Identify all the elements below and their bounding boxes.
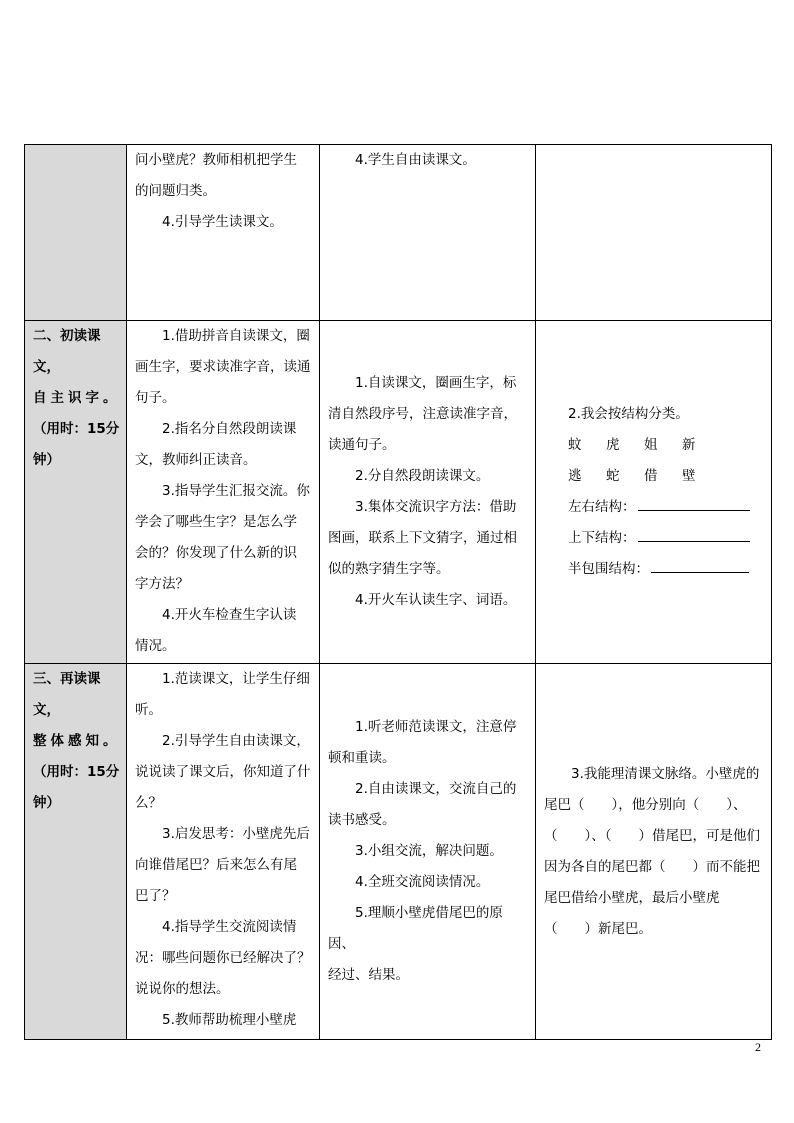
text-line: 巴了？ bbox=[135, 888, 176, 904]
section-cell bbox=[25, 321, 127, 664]
text-line: 问小壁虎？教师相机把学生 bbox=[135, 152, 297, 168]
text-line: 清自然段序号，注意读准字音， bbox=[328, 406, 517, 422]
character: 蛇 bbox=[606, 468, 620, 484]
section-time: 钟） bbox=[33, 795, 60, 811]
structure-label: 左右结构： bbox=[568, 499, 636, 515]
text-line: 情况。 bbox=[135, 638, 176, 654]
student-activity-cell bbox=[320, 321, 536, 664]
text-line: 会的？你发现了什么新的识 bbox=[135, 545, 297, 561]
exercise-title: 2.我会按结构分类。 bbox=[568, 406, 689, 422]
character: 壁 bbox=[682, 468, 696, 484]
teacher-activity-cell bbox=[127, 321, 320, 664]
section-cell bbox=[25, 145, 127, 321]
text-line: 1.借助拼音自读课文，圈 bbox=[162, 328, 310, 344]
text-line: 4.全班交流阅读情况。 bbox=[355, 874, 490, 890]
teacher-activity-cell bbox=[127, 145, 320, 321]
text-line: 字方法？ bbox=[135, 576, 189, 592]
exercise-line: （ ）新尾巴。 bbox=[544, 920, 652, 937]
text-line: 4.开火车检查生字认读 bbox=[162, 607, 297, 623]
text-line: 说说你的想法。 bbox=[135, 981, 230, 997]
exercise-line: 因为各自的尾巴都（ ）而不能把 bbox=[544, 858, 760, 875]
exercise-cell bbox=[536, 145, 772, 321]
text-line: 3.小组交流，解决问题。 bbox=[355, 843, 503, 859]
structure-label: 半包围结构： bbox=[568, 561, 649, 577]
exercise-line: 尾巴（ ），他分别向（ ）、 bbox=[544, 796, 747, 813]
text-line: 图画，联系上下文猜字，通过相 bbox=[328, 530, 517, 546]
lesson-plan-table bbox=[24, 144, 772, 1040]
table-row bbox=[25, 145, 772, 321]
answer-blank[interactable] bbox=[651, 558, 749, 573]
answer-line-row bbox=[542, 554, 765, 585]
text-line: 读通句子。 bbox=[328, 437, 396, 453]
text-line: 4.开火车认读生字、词语。 bbox=[355, 592, 517, 608]
section-title: 自主识字。 bbox=[33, 390, 121, 406]
character: 借 bbox=[644, 468, 658, 484]
text-line: 2.自由读课文，交流自己的 bbox=[355, 781, 517, 797]
text-line: 3.集体交流识字方法：借助 bbox=[355, 499, 517, 515]
table-row bbox=[25, 664, 772, 1040]
text-line: 况：哪些问题你已经解决了？ bbox=[135, 950, 311, 966]
character-row bbox=[542, 430, 765, 461]
character: 姐 bbox=[644, 437, 658, 453]
section-time: （用时：15分 bbox=[33, 764, 120, 780]
section-title: 三、再读课文， bbox=[33, 671, 101, 718]
text-line: 文，教师纠正读音。 bbox=[135, 452, 257, 468]
section-title: 整体感知。 bbox=[33, 733, 121, 749]
text-line: 5.理顺小壁虎借尾巴的原因、 bbox=[328, 905, 503, 952]
student-activity-cell bbox=[320, 145, 536, 321]
text-line: 说说读了课文后，你知道了什 bbox=[135, 764, 311, 780]
text-line: 4.学生自由读课文。 bbox=[355, 152, 476, 168]
answer-line-row bbox=[542, 523, 765, 554]
text-line: 1.听老师范读课文，注意停 bbox=[355, 719, 517, 735]
answer-blank[interactable] bbox=[638, 527, 750, 542]
text-line: 3.启发思考：小壁虎先后 bbox=[162, 826, 310, 842]
text-line: 1.自读课文，圈画生字，标 bbox=[355, 375, 517, 391]
text-line: 似的熟字猜生字等。 bbox=[328, 561, 450, 577]
text-line: 4.引导学生读课文。 bbox=[162, 214, 283, 230]
answer-line-row bbox=[542, 492, 765, 523]
text-line: 4.指导学生交流阅读情 bbox=[162, 919, 297, 935]
text-line: 听。 bbox=[135, 702, 162, 718]
exercise-line: 3.我能理清课文脉络。小壁虎的 bbox=[571, 765, 760, 782]
text-line: 1.范读课文，让学生仔细 bbox=[162, 671, 310, 687]
exercise-cell bbox=[536, 664, 772, 1040]
teacher-activity-cell bbox=[127, 664, 320, 1040]
text-line: 读书感受。 bbox=[328, 812, 396, 828]
text-line: 向谁借尾巴？后来怎么有尾 bbox=[135, 857, 297, 873]
answer-blank[interactable] bbox=[638, 496, 750, 511]
character: 新 bbox=[682, 437, 696, 453]
text-line: 5.教师帮助梳理小壁虎 bbox=[162, 1012, 297, 1028]
text-line: 的问题归类。 bbox=[135, 183, 216, 199]
text-line: 3.指导学生汇报交流。你 bbox=[162, 483, 310, 499]
page-number: 2 bbox=[755, 1040, 761, 1054]
character-row bbox=[542, 461, 765, 492]
exercise-line: （ ）、（ ）借尾巴，可是他们 bbox=[544, 827, 760, 844]
character: 逃 bbox=[568, 468, 582, 484]
section-time: （用时：15分 bbox=[33, 421, 120, 437]
structure-label: 上下结构： bbox=[568, 530, 636, 546]
text-line: 2.分自然段朗读课文。 bbox=[355, 468, 490, 484]
table-row bbox=[25, 321, 772, 664]
section-title: 二、初读课文， bbox=[33, 328, 101, 375]
text-line: 么？ bbox=[135, 795, 162, 811]
character: 蚊 bbox=[568, 437, 582, 453]
text-line: 句子。 bbox=[135, 390, 176, 406]
student-activity-cell bbox=[320, 664, 536, 1040]
text-line: 2.指名分自然段朗读课 bbox=[162, 421, 297, 437]
text-line: 2.引导学生自由读课文， bbox=[162, 733, 310, 749]
text-line: 经过、结果。 bbox=[328, 967, 409, 983]
section-time: 钟） bbox=[33, 452, 60, 468]
text-line: 顿和重读。 bbox=[328, 750, 396, 766]
text-line: 画生字，要求读准字音，读通 bbox=[135, 359, 311, 375]
text-line: 学会了哪些生字？是怎么学 bbox=[135, 514, 297, 530]
section-cell bbox=[25, 664, 127, 1040]
character: 虎 bbox=[606, 437, 620, 453]
exercise-cell bbox=[536, 321, 772, 664]
exercise-line: 尾巴借给小壁虎，最后小壁虎 bbox=[544, 889, 720, 906]
